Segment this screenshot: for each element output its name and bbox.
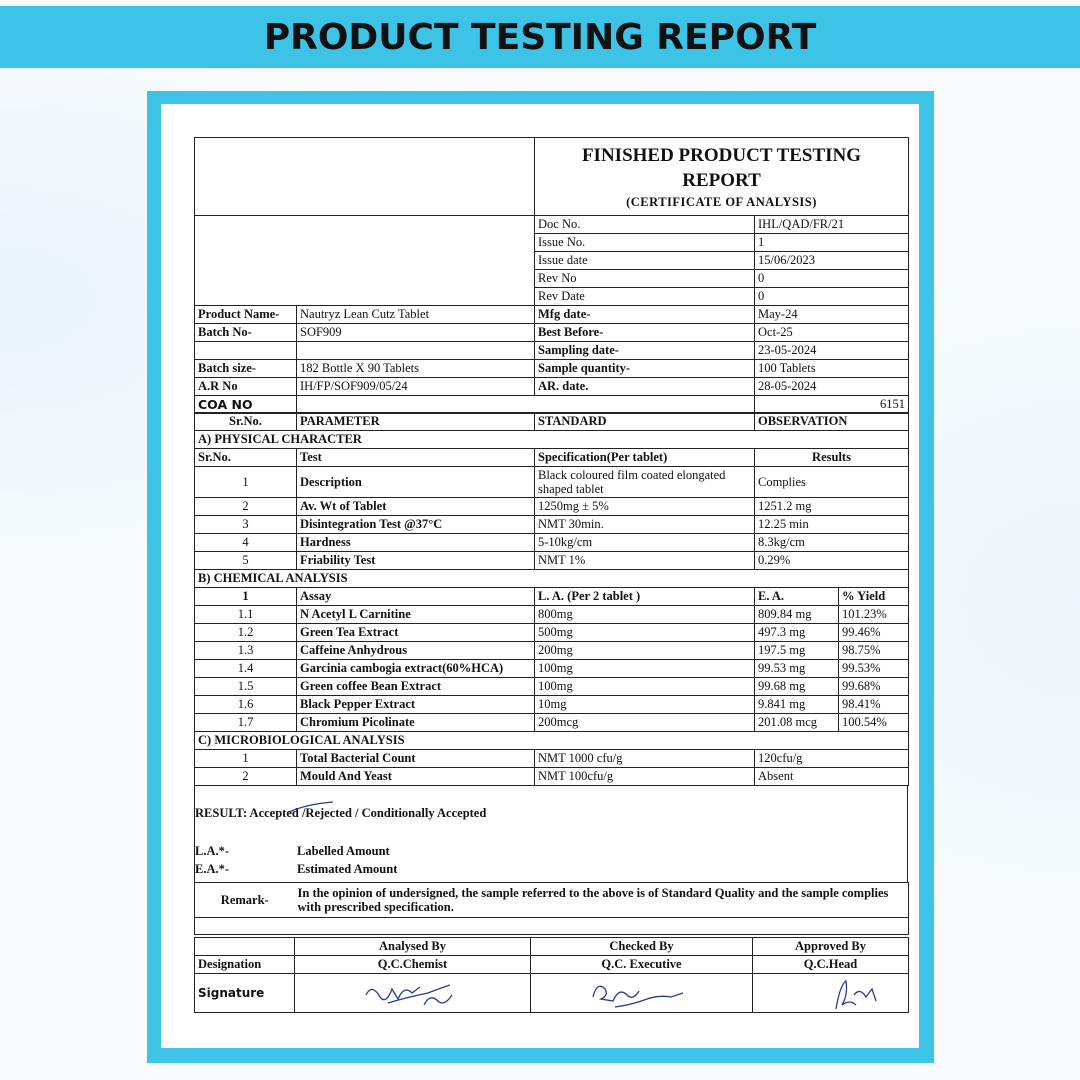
chemical-header-la: L. A. (Per 2 tablet ) [535,588,755,606]
remark-table [194,882,909,935]
doc-no-label: Doc No. [535,216,755,234]
chemical-header-sr: 1 [195,588,297,606]
table-row-yield: 99.68% [839,678,909,696]
chemical-header-test: Assay [297,588,535,606]
sample-qty-value: 100 Tablets [755,359,909,377]
issue-date-label: Issue date [535,252,755,270]
table-row-la: 800mg [535,606,755,624]
table-row-ea: 99.53 mg [755,660,839,678]
section-physical-title: A) PHYSICAL CHARACTER [195,431,909,449]
table-row-sr: 2 [195,768,297,786]
section-micro-title: C) MICROBIOLOGICAL ANALYSIS [195,732,909,750]
table-row-test: Green coffee Bean Extract [297,678,535,696]
ea-abbr: E.A.*- [195,862,230,876]
ar-no-label: A.R No [195,377,297,395]
table-row-result: 12.25 min [755,516,909,534]
table-row-test: Caffeine Anhydrous [297,642,535,660]
report-header-table [194,137,909,306]
issue-date-value: 15/06/2023 [755,252,909,270]
table-row-la: 200mcg [535,714,755,732]
section-chemical-title: B) CHEMICAL ANALYSIS [195,570,909,588]
table-row-la: 10mg [535,696,755,714]
table-row-yield: 100.54% [839,714,909,732]
signature-chemist [295,974,531,1013]
banner-title: PRODUCT TESTING REPORT [263,16,817,58]
ar-date-label: AR. date. [535,377,755,395]
rev-no-value: 0 [755,270,909,288]
physical-header-results: Results [755,449,909,467]
batch-no-value: SOF909 [297,323,535,341]
sample-qty-label: Sample quantity- [535,359,755,377]
blank-cell [195,938,295,956]
table-row-sr: 2 [195,498,297,516]
table-row-spec: NMT 1000 cfu/g [535,750,755,768]
table-row-sr: 1 [195,467,297,498]
table-row-sr: 1.3 [195,642,297,660]
table-row-sr: 1.4 [195,660,297,678]
table-row-la: 500mg [535,624,755,642]
report-title-cell [535,138,909,216]
best-before-value: Oct-25 [755,323,909,341]
sampling-date-label: Sampling date- [535,341,755,359]
table-row-spec: 1250mg ± 5% [535,498,755,516]
signature-label: Signature [195,974,295,1013]
table-row-result: 0.29% [755,552,909,570]
designation-executive: Q.C. Executive [531,956,753,974]
result-block [194,786,908,882]
coa-no-value: 6151 [755,395,909,413]
table-row-sr: 1.2 [195,624,297,642]
remark-label: Remark- [195,883,295,918]
physical-header-sr: Sr.No. [195,449,297,467]
la-full: Labelled Amount [297,844,390,858]
table-row-spec: 5-10kg/cm [535,534,755,552]
ar-date-value: 28-05-2024 [755,377,909,395]
table-row-test: N Acetyl L Carnitine [297,606,535,624]
table-row-spec: NMT 1% [535,552,755,570]
blank-cell [195,918,909,935]
blank-cell [297,341,535,359]
table-row-ea: 9.841 mg [755,696,839,714]
signature-head-image [776,975,886,1011]
signature-executive-image [587,975,697,1011]
signature-executive [531,974,753,1013]
mfg-date-label: Mfg date- [535,305,755,323]
report-title-line2: REPORT [682,169,761,191]
blank-cell [195,341,297,359]
col-header-sr: Sr.No. [195,413,297,431]
blank-cell [297,395,755,413]
product-info-table [194,305,909,414]
approved-by-label: Approved By [753,938,909,956]
table-row-sr: 1.5 [195,678,297,696]
table-row-result: Complies [755,467,909,498]
table-row-yield: 98.41% [839,696,909,714]
col-header-standard: STANDARD [535,413,755,431]
issue-no-value: 1 [755,234,909,252]
table-row-test: Black Pepper Extract [297,696,535,714]
table-row-result: 8.3kg/cm [755,534,909,552]
table-row-test: Total Bacterial Count [297,750,535,768]
table-row-test: Friability Test [297,552,535,570]
batch-no-label: Batch No- [195,323,297,341]
logo-blank-cell [195,138,535,216]
signoff-table [194,937,909,1013]
physical-header-test: Test [297,449,535,467]
table-row-result: 1251.2 mg [755,498,909,516]
table-row-yield: 98.75% [839,642,909,660]
issue-no-label: Issue No. [535,234,755,252]
coa-no-label: COA NO [195,395,297,413]
table-row-test: Chromium Picolinate [297,714,535,732]
table-row-ea: 497.3 mg [755,624,839,642]
col-header-parameter: PARAMETER [297,413,535,431]
table-row-la: 100mg [535,660,755,678]
table-row-sr: 3 [195,516,297,534]
table-row-test: Garcinia cambogia extract(60%HCA) [297,660,535,678]
ea-full: Estimated Amount [297,862,398,876]
product-name-label: Product Name- [195,305,297,323]
report-subtitle: (CERTIFICATE OF ANALYSIS) [626,194,817,209]
designation-label: Designation [195,956,295,974]
coa-document [194,137,908,1013]
analysed-by-label: Analysed By [295,938,531,956]
table-row-yield: 99.53% [839,660,909,678]
test-results-table [194,412,909,786]
table-row-ea: 809.84 mg [755,606,839,624]
table-row-result: Absent [755,768,909,786]
table-row-sr: 1 [195,750,297,768]
rev-date-value: 0 [755,288,909,306]
table-row-sr: 1.7 [195,714,297,732]
table-row-ea: 99.68 mg [755,678,839,696]
checked-by-label: Checked By [531,938,753,956]
best-before-label: Best Before- [535,323,755,341]
table-row-sr: 4 [195,534,297,552]
table-row-yield: 101.23% [839,606,909,624]
table-row-la: 100mg [535,678,755,696]
table-row-ea: 201.08 mcg [755,714,839,732]
designation-chemist: Q.C.Chemist [295,956,531,974]
chemical-header-yield: % Yield [839,588,909,606]
rev-date-label: Rev Date [535,288,755,306]
table-row-spec: Black coloured film coated elongated shaped tablet [535,467,755,498]
table-row-test: Green Tea Extract [297,624,535,642]
banner [0,6,1080,68]
physical-header-spec: Specification(Per tablet) [535,449,755,467]
table-row-yield: 99.46% [839,624,909,642]
la-abbr: L.A.*- [195,844,230,858]
table-row-ea: 197.5 mg [755,642,839,660]
table-row-test: Av. Wt of Tablet [297,498,535,516]
remark-text: In the opinion of undersigned, the sample referred to the above is of Standard Quality and the sample complies with prescribed specification. [295,883,909,918]
signature-head [753,974,909,1013]
table-row-sr: 1.1 [195,606,297,624]
result-line: RESULT: Accepted /Rejected / Conditionally Accepted [195,806,487,820]
table-row-spec: NMT 30min. [535,516,755,534]
signature-chemist-image [358,975,468,1011]
batch-size-value: 182 Bottle X 90 Tablets [297,359,535,377]
designation-head: Q.C.Head [753,956,909,974]
ar-no-value: IH/FP/SOF909/05/24 [297,377,535,395]
result-handwritten-mark [287,800,337,814]
mfg-date-value: May-24 [755,305,909,323]
table-row-spec: NMT 100cfu/g [535,768,755,786]
blank-cell [195,216,535,306]
table-row-result: 120cfu/g [755,750,909,768]
report-title-line1: FINISHED PRODUCT TESTING [581,144,862,166]
rev-no-label: Rev No [535,270,755,288]
table-row-la: 200mg [535,642,755,660]
table-row-test: Disintegration Test @37°C [297,516,535,534]
table-row-test: Hardness [297,534,535,552]
table-row-sr: 5 [195,552,297,570]
col-header-observation: OBSERVATION [755,413,909,431]
sampling-date-value: 23-05-2024 [755,341,909,359]
product-name-value: Nautryz Lean Cutz Tablet [297,305,535,323]
chemical-header-ea: E. A. [755,588,839,606]
batch-size-label: Batch size- [195,359,297,377]
table-row-test: Mould And Yeast [297,768,535,786]
table-row-sr: 1.6 [195,696,297,714]
doc-no-value: IHL/QAD/FR/21 [755,216,909,234]
table-row-test: Description [297,467,535,498]
